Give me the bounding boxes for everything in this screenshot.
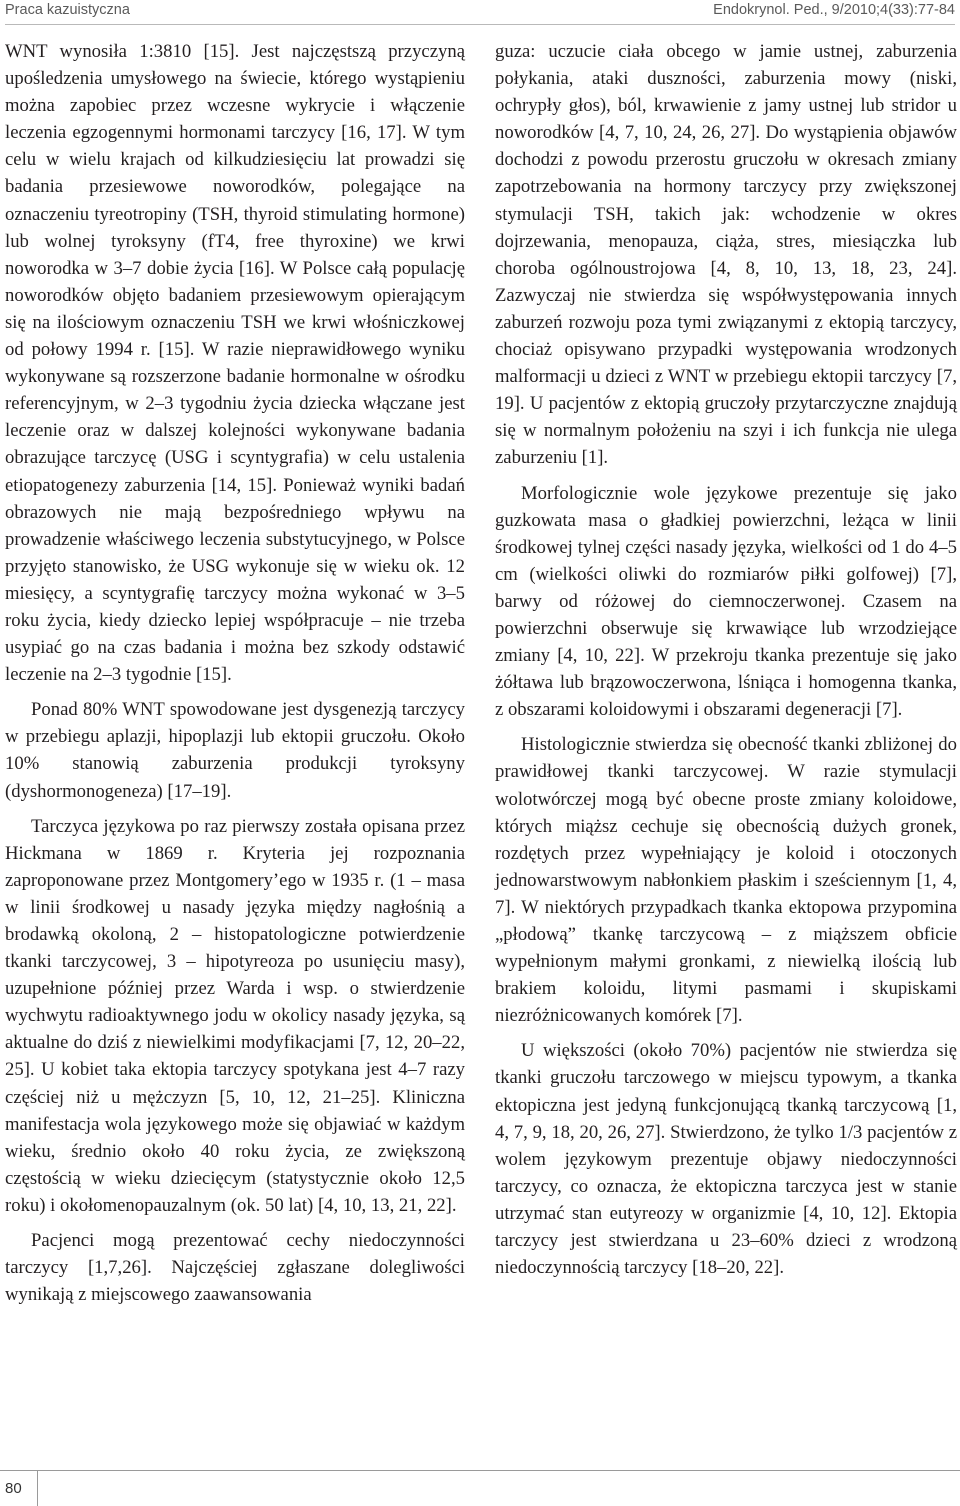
section-label: Praca kazuistyczna bbox=[5, 2, 130, 18]
running-header bbox=[0, 0, 960, 30]
paragraph-dysgenesis: Ponad 80% WNT spowodowane jest dysgenezją tarczycy w przebiegu aplazji, hipoplazji lub ektopii gruczołu. Około 10% stanowią zaburzenia produkcji tyroksyny (dyshormonogeneza) [17–19]. bbox=[5, 699, 465, 802]
left-column bbox=[5, 38, 465, 1308]
journal-citation: Endokrynol. Ped., 9/2010;4(33):77-84 bbox=[713, 2, 955, 18]
paragraph-patients: Pacjenci mogą prezentować cechy niedoczynności tarczycy [1,7,26]. Najczęściej zgłaszane dolegliwości wynikają z miejscowego zaawansowania bbox=[5, 1230, 465, 1306]
paragraph-wnt-screening: WNT wynosiła 1:3810 [15]. Jest najczęstszą przyczyną upośledzenia umysłowego na świecie, którego wystąpieniu można zapobiec przez wczesne wykrycie i włączenie leczenia egzogennymi hormonami tarczycy [16, 17]. W tym celu w wielu krajach od kilkudziesięciu lat prowadzi się badania przesiewowe noworodków, polegające na oznaczeniu tyreotropiny (TSH, thyroid stimulating hormone) lub wolnej tyroksyny (fT4, free thyroxine) we krwi noworodka w 3–7 dobie życia [16]. W Polsce całą populację noworodków objęto badaniem przesiewowym opierającym się na ilościowym oznaczeniu TSH we krwi włośniczkowej od połowy 1994 r. [15]. W razie nieprawidłowego wyniku wykonywane są rozszerzone badanie hormonalne w ośrodku referencyjnym, w 2–3 tygodniu życia dziecka włączane jest leczenie oraz w dalszej kolejności wykonywane badania obrazujące tarczycę (USG i scyntygrafia) w celu ustalenia etiopatogenezy zaburzenia [14, 15]. Ponieważ wyniki badań obrazowych nie mają bezpośredniego wpływu na prowadzenie właściwego leczenia substytucyjnego, w Polsce przyjęto stanowisko, że USG wykonuje się w wieku ok. 12 miesięcy, a scyntygrafię tarczycy można wykonać w 3–5 roku życia, kiedy dziecko lepiej współpracuje – nie trzeba usypiać go na czas badania i można bez szkody odstawić leczenie na 2–3 tygodnie [15]. bbox=[5, 41, 465, 686]
header-rule bbox=[5, 24, 955, 25]
right-column bbox=[495, 38, 957, 1281]
page-footer bbox=[0, 1470, 960, 1506]
paragraph-symptoms: guza: uczucie ciała obcego w jamie ustnej, zaburzenia połykania, ataki duszności, zaburzenia mowy (niski, ochrypły głos), ból, krwawienie z jamy ustnej lub stridor u noworodków [4, 7, 10, 24, 26, 27]. Do wystąpienia objawów dochodzi z powodu przerostu gruczołu w okresach zmiany zapotrzebowania na hormony tarczycy przy zwiększonej stymulacji TSH, takich jak: wchodzenie w okres dojrzewania, menopauza, ciąża, stres, miesiączka lub choroba ogólnoustrojowa [4, 8, 10, 13, 18, 23, 24]. Zazwyczaj nie stwierdza się współwystępowania innych zaburzeń rozwoju poza tymi związanymi z ektopią tarczycy, chociaż opisywano przypadki występowania wrodzonych malformacji u dzieci z WNT w przebiegu ektopii tarczycy [7, 19]. U pacjentów z ektopią gruczoły przytarczyczne znajdują się w normalnym położeniu na szyi i ich funkcja nie ulega zaburzeniu [1]. bbox=[495, 41, 957, 469]
page-number: 80 bbox=[5, 1480, 22, 1497]
paragraph-histology: Histologicznie stwierdza się obecność tkanki zbliżonej do prawidłowej tkanki tarczycowej. W razie stymulacji wolotwórczej mogą być obecne proste zmiany koloidowe, których miąższ cechuje się obecnością dużych gronek, rozdętych przez wypełniający je koloid i otoczonych jednowarstwowym nabłonkiem płaskim i sześciennym [1, 4, 7]. W niektórych przypadkach tkanka ektopowa przypomina „płodową” tkankę tarczycową – z miąższem obficie wypełnionym małymi gronkami, z niewielką ilością lub brakiem koloidu, litymi pasmami i skupiskami niezróżnicowanych komórek [7]. bbox=[495, 734, 957, 1027]
footer-divider bbox=[37, 1470, 38, 1506]
paragraph-lingual-thyroid: Tarczyca językowa po raz pierwszy została opisana przez Hickmana w 1869 r. Kryteria jej rozpoznania zaproponowane przez Montgomery’ego w 1935 r. (1 – masa w linii środkowej u nasady języka między nagłośnią a brodawką okoloną, 2 – histopatologiczne potwierdzenie tkanki tarczycowej, 3 – hipotyreoza po usunięciu masy), uzupełnione później przez Warda i wsp. o stwierdzenie wychwytu radioaktywnego jodu w okolicy nasady języka, są aktualne do dziś z niewielkimi modyfikacjami [7, 12, 20–22, 25]. U kobiet taka ektopia tarczycy spotykana jest 4–7 razy częściej niż u mężczyzn [5, 10, 12, 21–25]. Kliniczna manifestacja wola językowego może się objawiać w każdym wieku, średnio około 40 roku życia, ze zwiększoną częstością w wieku dziecięcym (statystycznie około 12,5 roku) i okołomenopauzalnym (ok. 50 lat) [4, 10, 13, 21, 22]. bbox=[5, 815, 465, 1216]
paragraph-morphology: Morfologicznie wole językowe prezentuje się jako guzkowata masa o gładkiej powierzchni, leżąca w linii środkowej tylnej części nasady języka, wielkości od 1 do 4–5 cm (wielkości oliwki do rozmiarów piłki golfowej) [7], barwy od różowej do ciemnoczerwonej. Czasem na powierzchni obserwuje się krwawiące lub wrzodziejące zmiany [4, 10, 22]. W przekroju tkanka prezentuje się jako żółtawa lub brązowoczerwona, lśniąca i homogenna tkanka, z obszarami koloidowymi i obszarami degeneracji [7]. bbox=[495, 482, 957, 721]
footer-rule bbox=[0, 1470, 960, 1471]
paragraph-majority: U większości (około 70%) pacjentów nie stwierdza się tkanki gruczołu tarczowego w miejscu typowym, a tkanka ektopiczna jest jedyną funkcjonującą tkanką tarczycową [1, 4, 7, 9, 18, 20, 26, 27]. Stwierdzono, że tylko 1/3 pacjentów z wolem językowym prezentuje objawy niedoczynności tarczycy, co oznacza, że ektopiczna tarczyca jest w stanie utrzymać stan eutyreozy w organizmie [4, 10, 12]. Ektopia tarczycy jest stwierdzana u 23–60% dzieci z wrodzoną niedoczynnością tarczycy [18–20, 22]. bbox=[495, 1040, 957, 1279]
